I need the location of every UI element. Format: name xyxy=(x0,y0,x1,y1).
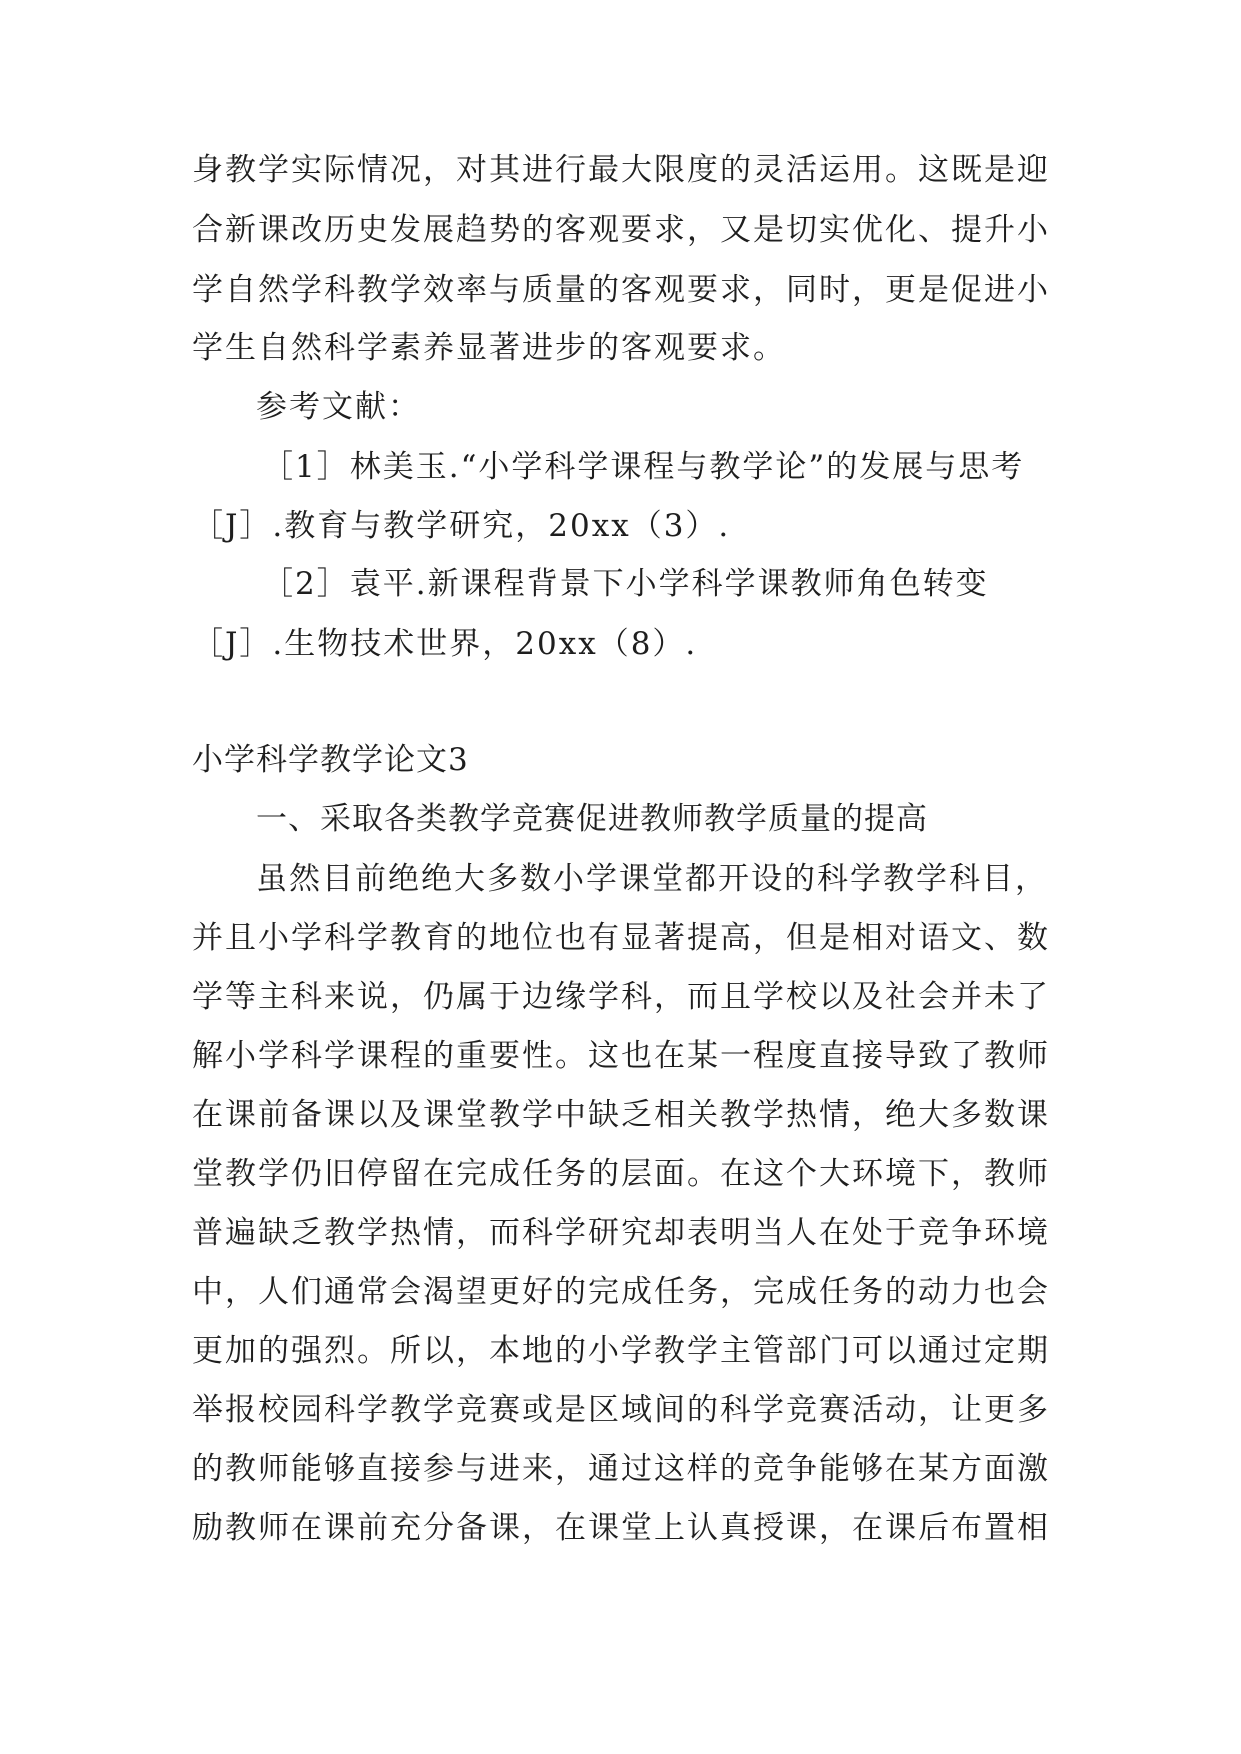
paragraph-line: 堂教学仍旧停留在完成任务的层面。在这个大环境下，教师 xyxy=(192,1156,1050,1192)
references-heading: 参考文献： xyxy=(256,389,421,425)
paragraph-line: 学自然学科教学效率与质量的客观要求，同时，更是促进小 xyxy=(192,272,1050,308)
paragraph-line: 身教学实际情况，对其进行最大限度的灵活运用。这既是迎 xyxy=(192,152,1050,188)
paragraph-line: 举报校园科学教学竞赛或是区域间的科学竞赛活动，让更多 xyxy=(192,1392,1050,1428)
reference-line: ［2］袁平.新课程背景下小学科学课教师角色转变 xyxy=(262,566,989,602)
paragraph-line: 解小学科学课程的重要性。这也在某一程度直接导致了教师 xyxy=(192,1038,1050,1074)
paragraph-line: 虽然目前绝绝大多数小学课堂都开设的科学教学科目， xyxy=(256,861,1048,897)
paragraph-line: 中，人们通常会渴望更好的完成任务，完成任务的动力也会 xyxy=(192,1274,1050,1310)
paragraph-line: 并且小学科学教育的地位也有显著提高，但是相对语文、数 xyxy=(192,920,1050,956)
paragraph-line: 励教师在课前充分备课，在课堂上认真授课，在课后布置相 xyxy=(192,1510,1050,1546)
reference-line: ［1］林美玉.“小学科学课程与教学论”的发展与思考 xyxy=(262,449,1025,485)
paragraph-line: 学等主科来说，仍属于边缘学科，而且学校以及社会并未了 xyxy=(192,979,1050,1015)
reference-line: ［J］.教育与教学研究，20xx（3）. xyxy=(192,508,731,544)
reference-line: ［J］.生物技术世界，20xx（8）. xyxy=(192,626,698,662)
paragraph-line: 普遍缺乏教学热情，而科学研究却表明当人在处于竞争环境 xyxy=(192,1215,1050,1251)
paragraph-line: 学生自然科学素养显著进步的客观要求。 xyxy=(192,330,786,366)
section-title: 小学科学教学论文3 xyxy=(192,742,469,778)
paragraph-line: 在课前备课以及课堂教学中缺乏相关教学热情，绝大多数课 xyxy=(192,1097,1050,1133)
subsection-title: 一、采取各类教学竞赛促进教师教学质量的提高 xyxy=(256,801,928,837)
paragraph-line: 的教师能够直接参与进来，通过这样的竞争能够在某方面激 xyxy=(192,1451,1050,1487)
paragraph-line: 合新课改历史发展趋势的客观要求，又是切实优化、提升小 xyxy=(192,212,1050,248)
paragraph-line: 更加的强烈。所以，本地的小学教学主管部门可以通过定期 xyxy=(192,1333,1050,1369)
